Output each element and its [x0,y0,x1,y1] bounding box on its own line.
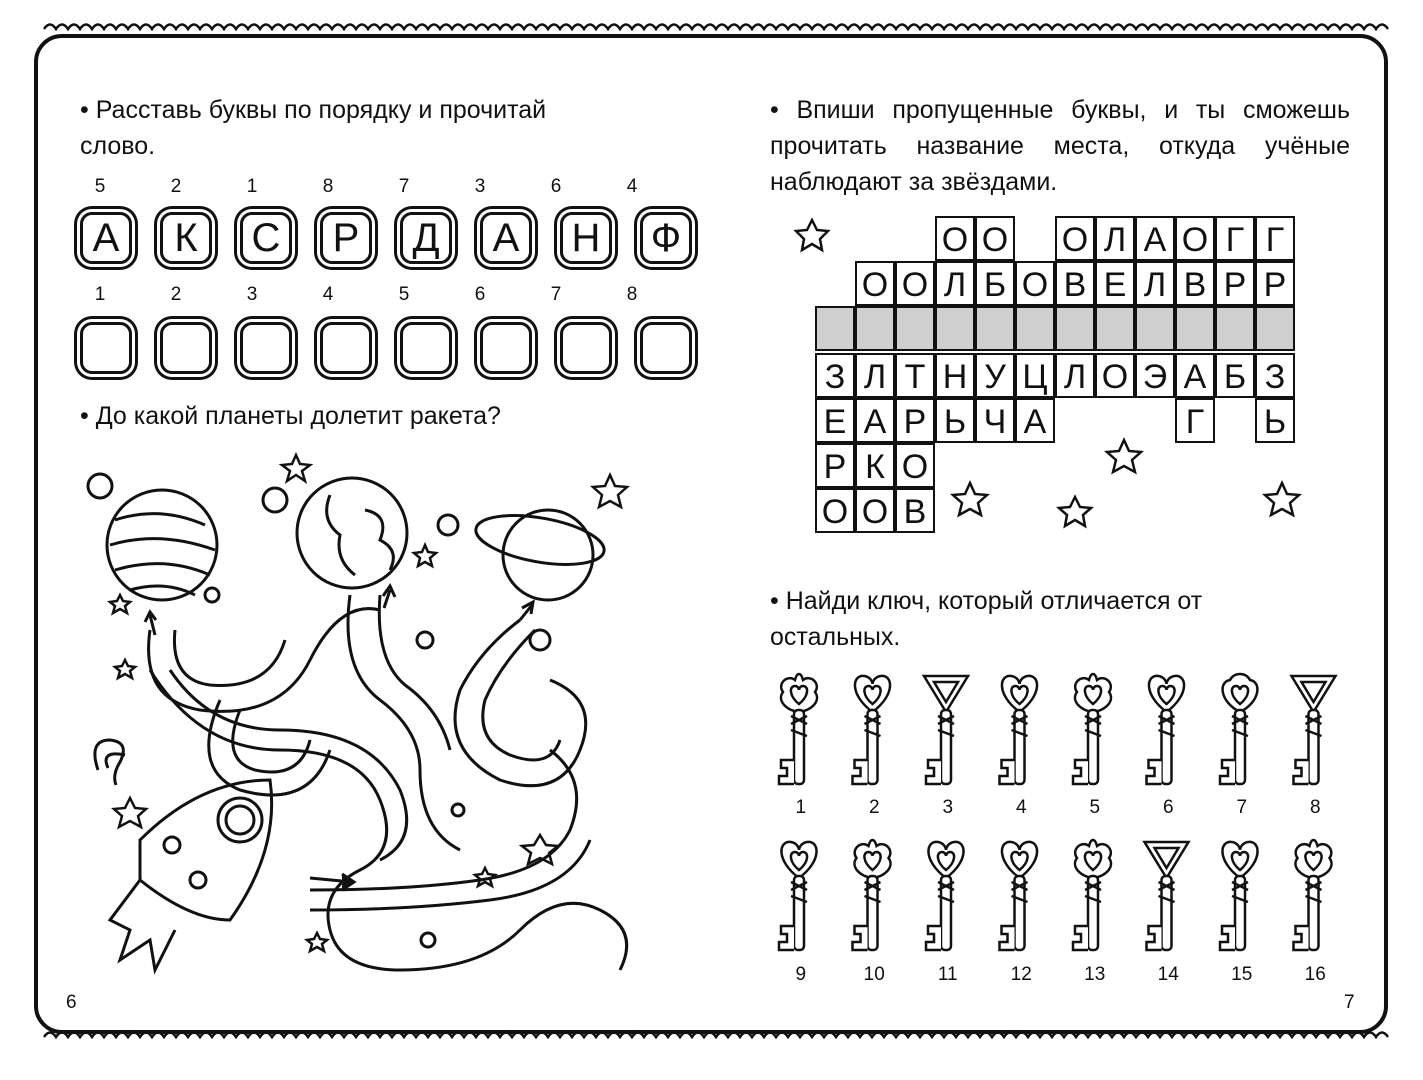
small-planet-icon [263,488,287,512]
slot-number: 6 [474,284,486,305]
small-planet-icon [417,632,433,648]
answer-slot[interactable] [640,322,692,374]
key-icon[interactable] [1147,676,1185,784]
key-number: 12 [1010,964,1032,985]
letter-tile: Н [560,212,612,264]
scrambled-letter-tiles [66,212,706,264]
answer-slot[interactable] [80,322,132,374]
key-number: 7 [1236,797,1248,818]
decorative-border-bottom [44,1030,1378,1044]
grid-cell: О [855,488,895,533]
star-icon [115,660,135,678]
grid-cell: О [895,261,935,306]
grid-cell: Е [1095,261,1135,306]
grid-cell: О [1095,353,1135,398]
star-icon [414,545,436,566]
star-icon [307,933,327,951]
order-number: 4 [626,176,638,197]
keys-row-1-labels [764,797,1352,819]
grid-cell: Г [1175,398,1215,443]
earth-planet-icon [297,478,407,588]
maze-paths [149,595,627,970]
rocket-maze-illustration [80,450,660,1000]
grid-cell: Р [1215,261,1255,306]
slot-number: 7 [550,284,562,305]
answer-slots [66,322,706,374]
grid-cell: Е [815,398,855,443]
key-icon[interactable] [853,840,891,950]
order-number: 2 [170,176,182,197]
key-icon[interactable] [1073,840,1111,950]
key-number: 2 [868,797,880,818]
keys-row-2 [775,838,1365,958]
star-icon [1265,483,1299,515]
grid-cell: А [855,398,895,443]
key-icon[interactable] [1220,674,1257,784]
striped-planet-icon [107,490,217,600]
grid-cell: О [1015,261,1055,306]
letter-tile: К [160,212,212,264]
keys-row-1 [775,672,1365,792]
key-number: 14 [1157,964,1179,985]
key-number: 11 [937,964,958,985]
key-icon[interactable] [924,676,968,784]
key-icon[interactable] [926,842,964,950]
star-icon [796,220,828,250]
letter-tile: Ф [640,212,692,264]
order-number: 7 [398,176,410,197]
star-icon [1059,497,1091,526]
grid-cell: З [1255,353,1295,398]
grid-cell: Ч [975,398,1015,443]
grid-cell: Л [1135,261,1175,306]
grid-cell: В [895,488,935,533]
grid-cell: О [935,216,975,261]
key-number: 4 [1015,797,1027,818]
letter-tile: Д [400,212,452,264]
small-planet-icon [438,515,458,535]
grid-cell: З [815,353,855,398]
grid-cell: О [895,443,935,488]
order-number: 6 [550,176,562,197]
grid-cell: В [1175,261,1215,306]
letter-tile: Р [320,212,372,264]
key-icon[interactable] [1220,842,1258,950]
grid-cell: Г [1255,216,1295,261]
order-number: 1 [246,176,258,197]
grid-cell: К [855,443,895,488]
key-number: 10 [863,964,885,985]
star-icon [114,798,146,827]
grid-cell: Р [1255,261,1295,306]
slot-number: 5 [398,284,410,305]
key-icon[interactable] [1073,674,1111,784]
letter-tile: А [80,212,132,264]
key-number: 1 [795,797,807,818]
grid-cell: В [1055,261,1095,306]
grid-cell: Л [935,261,975,306]
star-icon [110,595,130,613]
grid-cell: А [1135,216,1175,261]
key-number: 13 [1084,964,1106,985]
grid-cell: О [855,261,895,306]
answer-slot[interactable] [400,322,452,374]
answer-slot[interactable] [480,322,532,374]
key-number: 5 [1089,797,1101,818]
arrow-up-icon [383,586,395,608]
key-number: 3 [942,797,954,818]
answer-slot[interactable] [320,322,372,374]
key-icon[interactable] [1292,676,1336,784]
small-planet-icon [205,588,219,602]
key-number: 6 [1162,797,1174,818]
grid-cell: О [1055,216,1095,261]
grid-cell: Р [895,398,935,443]
key-number: 15 [1231,964,1253,985]
task-arrange-letters-text: • Расставь буквы по порядку и прочитай слово. [80,96,547,160]
grid-cell: А [1175,353,1215,398]
key-icon[interactable] [1000,676,1038,784]
star-icon [1107,440,1141,472]
page-number-left: 6 [66,992,77,1013]
start-arrow-head-icon [342,874,354,890]
order-number: 5 [94,176,106,197]
decorative-border-top [44,22,1378,36]
page-number-right: 7 [1344,992,1355,1013]
slot-number: 8 [626,284,638,305]
task-rocket-maze-text: • До какой планеты долетит ракета? [80,402,501,430]
slot-number: 1 [94,284,106,305]
key-icon[interactable] [779,842,817,950]
grid-cell: А [1015,398,1055,443]
key-icon[interactable] [779,674,817,784]
small-planet-icon [452,804,464,816]
grid-stars [790,215,1310,535]
grid-cell: О [815,488,855,533]
question-mark-icon [95,740,125,785]
order-number: 8 [322,176,334,197]
grid-cell: Ц [1015,353,1055,398]
answer-slot[interactable] [240,322,292,374]
grid-cell: Т [895,353,935,398]
answer-slot[interactable] [560,322,612,374]
star-icon [953,483,987,515]
key-icon[interactable] [1145,842,1189,950]
grid-cell: Н [935,353,975,398]
grid-cell: Л [1095,216,1135,261]
grid-cell: Ь [1255,398,1295,443]
answer-slot-numbers [62,284,670,306]
small-planet-icon [421,933,435,947]
grid-cell: О [975,216,1015,261]
grid-cell: Б [975,261,1015,306]
answer-slot[interactable] [160,322,212,374]
key-icon[interactable] [1294,840,1332,950]
grid-cell: О [1175,216,1215,261]
slot-number: 2 [170,284,182,305]
key-icon[interactable] [853,676,891,784]
key-number: 16 [1304,964,1326,985]
key-number: 9 [795,964,807,985]
letter-tile: А [480,212,532,264]
arrow-up-icon [520,602,533,620]
key-icon[interactable] [1000,842,1038,950]
grid-cell: У [975,353,1015,398]
grid-cell: Г [1215,216,1255,261]
slot-number: 4 [322,284,334,305]
slot-number: 3 [246,284,258,305]
small-planet-icon [88,474,112,498]
key-number: 8 [1309,797,1321,818]
letter-order-numbers [62,176,670,198]
star-icon [282,455,310,481]
grid-cell: Ь [935,398,975,443]
grid-cell: Э [1135,353,1175,398]
keys-row-2-labels [764,964,1352,986]
letter-tile: С [240,212,292,264]
grid-cell: Б [1215,353,1255,398]
task-find-key-text: • Найди ключ, который отличается от остальных. [770,587,1203,651]
grid-cell: Л [855,353,895,398]
ringed-planet-icon [472,507,608,600]
star-icon [475,868,495,886]
star-icon [593,475,627,507]
task-crossword-text: • Впиши пропущенные буквы, и ты сможешь прочитать название места, откуда учёные наблюдают за звёздами. [770,96,1350,196]
grid-cell: Л [1055,353,1095,398]
grid-cell: Р [815,443,855,488]
order-number: 3 [474,176,486,197]
